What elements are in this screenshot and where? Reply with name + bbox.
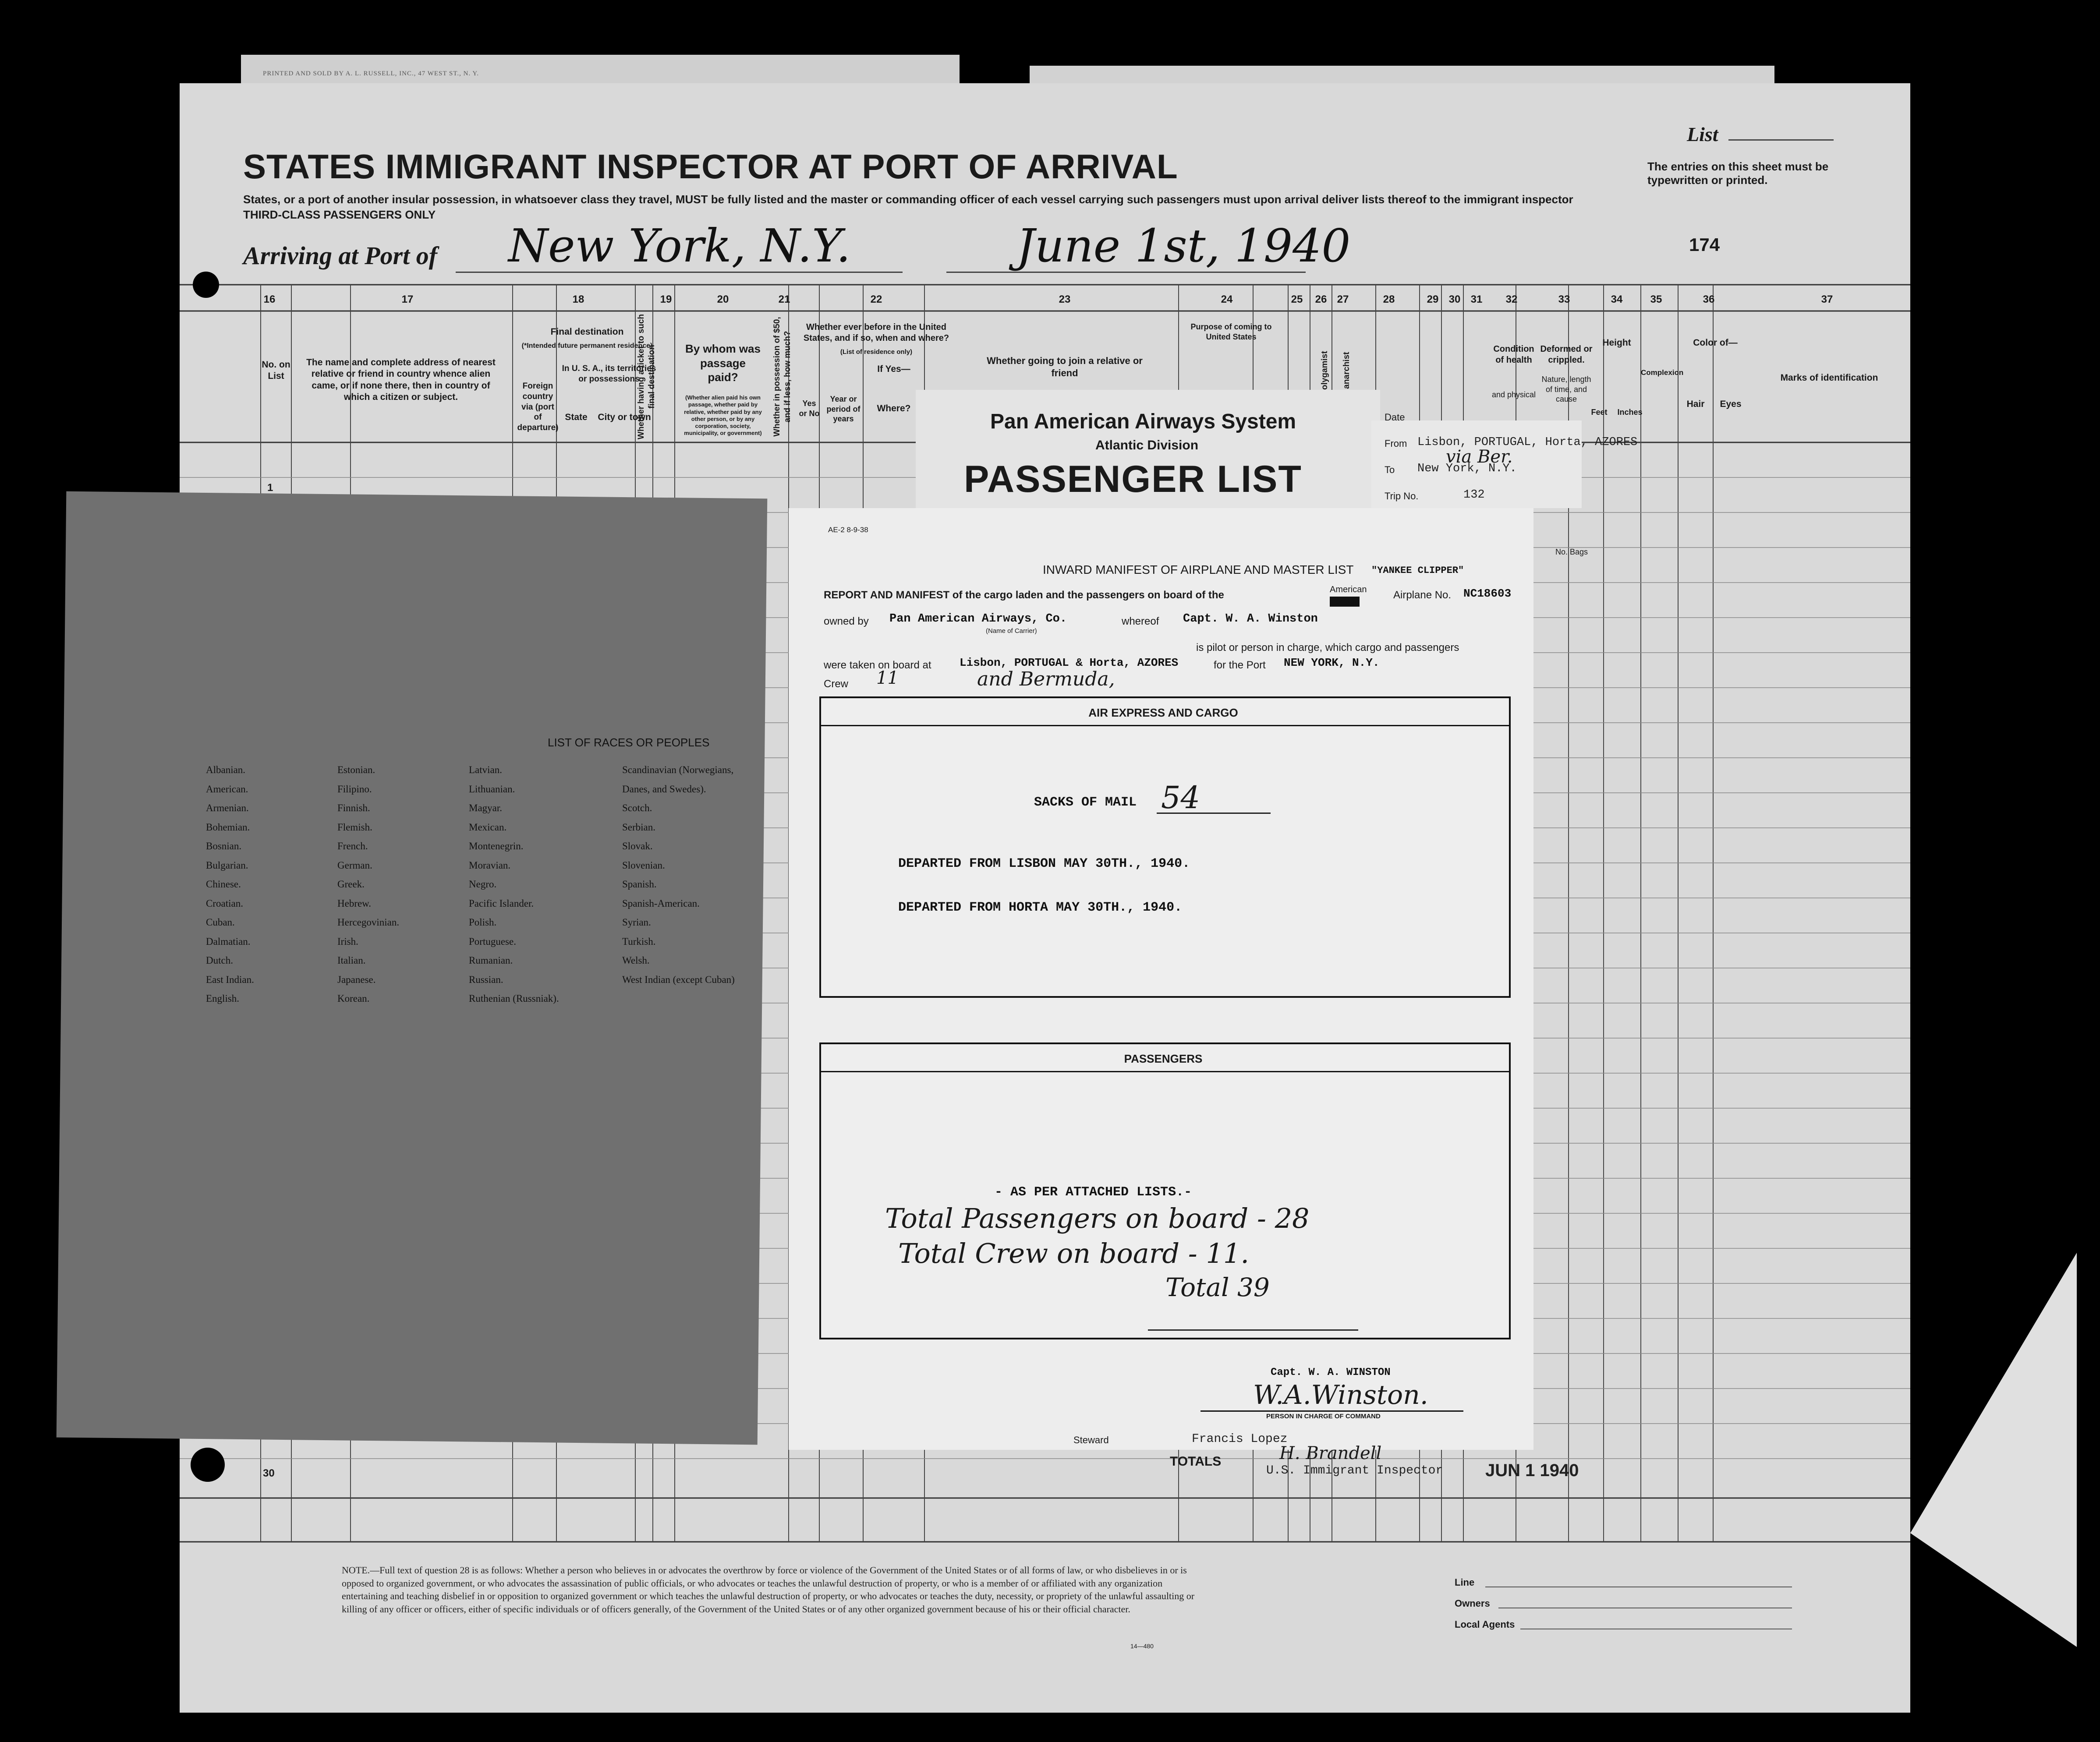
pan-date-label: Date (1385, 412, 1405, 423)
total-crew: Total Crew on board - 11. (898, 1237, 1250, 1269)
col-foreign-country: Foreign country via (port of departure) (517, 382, 559, 432)
col-num-30: 30 (1448, 293, 1461, 305)
col-final-destination: Final destination (550, 327, 624, 337)
col-num-16: 16 (263, 293, 276, 305)
col-before-in-us: Whether ever before in the United States, and if so, when and where? (803, 322, 949, 343)
col-num-37: 37 (1821, 293, 1833, 305)
pan-from-label: From (1385, 438, 1407, 449)
race-item: Montenegrin. (469, 841, 524, 852)
per-attached-lists: - AS PER ATTACHED LISTS.- (995, 1185, 1192, 1200)
race-item: Magyar. (469, 802, 503, 813)
steward-name: Francis Lopez (1192, 1432, 1288, 1446)
entries-note: The entries on this sheet must be typewritten or printed. (1647, 160, 1829, 187)
race-item: Irish. (337, 936, 358, 947)
race-item: Welsh. (622, 955, 650, 966)
race-item: Filipino. (337, 783, 372, 795)
race-item: Japanese. (337, 974, 376, 985)
race-item: Lithuanian. (469, 783, 515, 795)
col-before-in-us-note: (List of residence only) (840, 348, 913, 356)
col-join-relative: Whether going to join a relative or friend (987, 355, 1143, 378)
race-item: Estonian. (337, 764, 375, 775)
race-item: Spanish-American. (622, 898, 700, 909)
col-num-18: 18 (572, 293, 584, 305)
col-num-33: 33 (1558, 293, 1570, 305)
col-purpose: Purpose of coming to United States (1190, 322, 1272, 341)
local-agents-label: Local Agents (1455, 1619, 1515, 1630)
col-condition-sub: and physical (1491, 390, 1536, 399)
race-item: Negro. (469, 879, 497, 890)
col-num-24: 24 (1221, 293, 1233, 305)
col-passage-paid: By whom was passage paid? (685, 342, 761, 384)
signature-caption: PERSON IN CHARGE OF COMMAND (1266, 1413, 1381, 1420)
col-yes-or-no: Yes or No (799, 399, 820, 418)
col-feet: Feet (1591, 408, 1608, 417)
col-passage-paid-note: (Whether alien paid his own passage, whether paid by relative, whether paid by any other person, or by any corporation, society, municipality, or government) (684, 394, 762, 437)
pan-am-division: Atlantic Division (1095, 438, 1199, 452)
col-possession-50: Whether in possession of $50, and if less, how much? (772, 317, 792, 437)
col-num-36: 36 (1703, 293, 1715, 305)
signature-handwritten: W.A.Winston. (1253, 1380, 1428, 1410)
manifest-bermuda: and Bermuda, (977, 668, 1115, 690)
race-item: Mexican. (469, 821, 507, 833)
page-title: STATES IMMIGRANT INSPECTOR AT PORT OF ARRIVAL (243, 147, 1178, 186)
race-item: Scotch. (622, 802, 652, 813)
port-handwritten: New York, N.Y. (508, 219, 851, 272)
binder-hole-bottom (191, 1448, 225, 1482)
manifest-taken-on: Lisbon, PORTUGAL & Horta, AZORES (960, 656, 1179, 669)
col-num-35: 35 (1650, 293, 1662, 305)
col-num-17: 17 (401, 293, 414, 305)
binder-hole-top (193, 272, 219, 298)
col-num-31: 31 (1470, 293, 1483, 305)
question-28-note: NOTE.—Full text of question 28 is as follows: Whether a person who believes in or advocates the overthrow by force or violence of the Government of the United States or of all forms of law, or who disbelieves in or is opposed to organized government, or who advocates the assassination of public officials, or who advocates or teaches the unlawful destruction of property, or who is a member of or affiliated with any organization entertaining and teaching disbelief in or opposition to organized government or which teaches the unlawful destruction of property, or who advocates or teaches the duty, necessity, or propriety of the unlawful assaulting or killing of any officer or officers, either of specific individuals or of officers generally, of the Government of the United States or of any other organized government because of his or their official character. (342, 1565, 1195, 1615)
race-item: Hebrew. (337, 898, 372, 909)
page-number: 174 (1689, 234, 1720, 255)
adjacent-page-fragment (1910, 1253, 2086, 1647)
col-hair: Hair (1686, 399, 1705, 409)
manifest-for-port-label: for the Port (1214, 659, 1266, 671)
race-item: German. (337, 859, 372, 871)
pan-via-handwritten: via Ber. (1446, 447, 1513, 467)
col-condition: Condition of health (1493, 344, 1534, 365)
race-item: Albanian. (206, 764, 246, 775)
manifest-american: American (1330, 585, 1367, 594)
manifest-report-line: REPORT AND MANIFEST of the cargo laden and the passengers on board of the (824, 589, 1224, 601)
race-item: Slovak. (622, 841, 653, 852)
pan-from-value: Lisbon, PORTUGAL, Horta, AZORES (1417, 436, 1638, 449)
sacks-label: SACKS OF MAIL (1034, 795, 1137, 810)
race-item: Finnish. (337, 802, 370, 813)
manifest-taken-label: were taken on board at (824, 659, 931, 671)
arrival-stamp: JUN 1 1940 (1485, 1461, 1579, 1480)
line-label: Line (1455, 1577, 1475, 1588)
col-eyes: Eyes (1720, 399, 1742, 409)
signature-line (1201, 1410, 1463, 1412)
date-handwritten: June 1st, 1940 (1016, 219, 1351, 272)
race-item: Bohemian. (206, 821, 250, 833)
race-item: Greek. (337, 879, 365, 890)
inspector-label: U.S. Immigrant Inspector (1266, 1464, 1443, 1477)
passengers-box-divider (821, 1071, 1509, 1072)
race-item: Portuguese. (469, 936, 516, 947)
race-item: Dalmatian. (206, 936, 251, 947)
col-inches: Inches (1617, 408, 1643, 417)
col-num-21: 21 (778, 293, 790, 305)
manifest-for-port: NEW YORK, N.Y. (1284, 656, 1380, 669)
col-ticket: Whether having a ticket to such final destination (637, 314, 656, 440)
race-item: Dutch. (206, 955, 233, 966)
col-where: Where? (877, 403, 911, 413)
row-number-1: 1 (267, 482, 273, 494)
race-item: Bosnian. (206, 841, 242, 852)
manifest-whereof: whereof (1122, 615, 1159, 627)
col-complexion: Complexion (1641, 368, 1684, 377)
race-item: Korean. (337, 993, 370, 1004)
steward-label: Steward (1073, 1435, 1109, 1445)
manifest-form-code: AE-2 8-9-38 (828, 526, 868, 534)
pan-trip-value: 132 (1463, 488, 1485, 502)
manifest-airplane-no: NC18603 (1463, 587, 1512, 600)
race-item: Pacific Islander. (469, 898, 534, 909)
race-item: Bulgarian. (206, 859, 248, 871)
grey-folder (57, 491, 768, 1445)
manifest-captain: Capt. W. A. Winston (1183, 612, 1318, 625)
race-item: Turkish. (622, 936, 656, 947)
manifest-crew-value: 11 (876, 668, 899, 688)
list-underline (1728, 139, 1834, 141)
col-num-25: 25 (1291, 293, 1303, 305)
col-num-32: 32 (1505, 293, 1518, 305)
race-item: Croatian. (206, 898, 243, 909)
col-state: State (565, 412, 588, 422)
col-nearest-relative: The name and complete address of nearest relative or friend in country whence alien came, or if none there, then in country of which a citizen or subject. (306, 357, 496, 402)
manifest-crew-label: Crew (824, 678, 849, 690)
class-line: THIRD-CLASS PASSENGERS ONLY (243, 208, 436, 221)
race-item: Danes, and Swedes). (622, 783, 706, 795)
pan-to-label: To (1385, 464, 1395, 475)
col-color-of: Color of— (1693, 338, 1738, 348)
manifest-owned-label: owned by (824, 615, 869, 627)
race-item: Syrian. (622, 917, 651, 928)
signature-typed: Capt. W. A. WINSTON (1271, 1367, 1391, 1378)
total-onboard: Total 39 (1165, 1272, 1270, 1302)
col-no-on-list: No. on List (262, 360, 290, 382)
owners-label: Owners (1455, 1598, 1490, 1609)
pan-am-company: Pan American Airways System (990, 410, 1296, 433)
form-number: 14—480 (1130, 1643, 1154, 1650)
manifest-owner: Pan American Airways, Co. (889, 612, 1067, 625)
cargo-box-divider (821, 725, 1509, 726)
col-year-or-period: Year or period of years (826, 395, 861, 423)
race-item: Slovenian. (622, 859, 665, 871)
col-num-28: 28 (1383, 293, 1395, 305)
col-marks: Marks of identification (1780, 373, 1878, 383)
inspector-signature: H. Brandell (1279, 1443, 1382, 1463)
race-item: Hercegovinian. (337, 917, 400, 928)
manifest-name-of-carrier: (Name of Carrier) (986, 627, 1037, 635)
col-deformed-sub: Nature, length of time, and cause (1541, 375, 1591, 403)
race-item: Latvian. (469, 764, 502, 775)
totals-label: TOTALS (1170, 1454, 1222, 1469)
col-num-27: 27 (1337, 293, 1349, 305)
col-height: Height (1602, 338, 1631, 348)
race-item: Italian. (337, 955, 366, 966)
race-item: Serbian. (622, 821, 656, 833)
col-num-26: 26 (1315, 293, 1327, 305)
col-num-19: 19 (660, 293, 672, 305)
total-passengers: Total Passengers on board - 28 (885, 1202, 1310, 1234)
race-item: French. (337, 841, 368, 852)
row-number-30: 30 (263, 1467, 275, 1479)
race-item: American. (206, 783, 248, 795)
passengers-title: PASSENGERS (1124, 1052, 1203, 1065)
race-item: East Indian. (206, 974, 254, 985)
manifest-pilot-line: is pilot or person in charge, which cargo and passengers (1196, 642, 1459, 654)
departed-horta: DEPARTED FROM HORTA MAY 30TH., 1940. (898, 900, 1183, 915)
col-num-23: 23 (1059, 293, 1071, 305)
race-item: Chinese. (206, 879, 241, 890)
pan-bags-label: No. Bags (1555, 548, 1588, 556)
race-item: Ruthenian (Russniak). (469, 993, 559, 1004)
arriving-label: Arriving at Port of (243, 241, 438, 270)
sacks-underline (1157, 813, 1271, 814)
pan-trip-label: Trip No. (1385, 491, 1419, 502)
col-if-yes: If Yes— (877, 364, 910, 374)
race-item: Moravian. (469, 859, 511, 871)
race-item: Polish. (469, 917, 497, 928)
race-item: Spanish. (622, 879, 657, 890)
race-item: Cuban. (206, 917, 235, 928)
race-item: West Indian (except Cuban) (622, 974, 735, 985)
col-num-22: 22 (870, 293, 882, 305)
race-item: Rumanian. (469, 955, 513, 966)
races-title: LIST OF RACES OR PEOPLES (548, 736, 710, 749)
col-deformed: Deformed or crippled. (1540, 344, 1593, 365)
passenger-list-heading: PASSENGER LIST (964, 458, 1302, 500)
col-in-usa: In U. S. A., its territories or possessions (562, 364, 656, 384)
total-underline (1148, 1329, 1358, 1331)
manifest-title: INWARD MANIFEST OF AIRPLANE AND MASTER LIST (1043, 563, 1354, 576)
col-num-29: 29 (1427, 293, 1439, 305)
col-num-20: 20 (717, 293, 729, 305)
pan-to-value: New York, N.Y. (1417, 462, 1517, 475)
printer-line: PRINTED AND SOLD BY A. L. RUSSELL, INC., 47 WEST ST., N. Y. (263, 70, 479, 77)
cargo-box (819, 696, 1511, 998)
col-num-34: 34 (1611, 293, 1623, 305)
manifest-airplane-label: Airplane No. (1393, 589, 1452, 601)
instruction-line: States, or a port of another insular possession, in whatsoever class they travel, MUST be fully listed and the master or commanding officer of each vessel carrying such passengers must upon arrival deliver lists thereof to the immigrant inspector (243, 193, 1573, 206)
race-item: Scandinavian (Norwegians, (622, 764, 734, 775)
departed-lisbon: DEPARTED FROM LISBON MAY 30TH., 1940. (898, 856, 1190, 871)
sacks-value: 54 (1161, 780, 1201, 816)
race-item: English. (206, 993, 240, 1004)
race-item: Flemish. (337, 821, 372, 833)
race-item: Armenian. (206, 802, 249, 813)
col-final-destination-note: (*Intended future permanent residence) (521, 342, 653, 350)
cargo-title: AIR EXPRESS AND CARGO (1088, 706, 1238, 719)
list-label: List (1687, 123, 1718, 145)
manifest-clipper: "YANKEE CLIPPER" (1371, 565, 1464, 576)
race-item: Russian. (469, 974, 503, 985)
col-city: City or town (598, 412, 651, 422)
manifest-foreign-struck: Foreign (1330, 597, 1360, 606)
